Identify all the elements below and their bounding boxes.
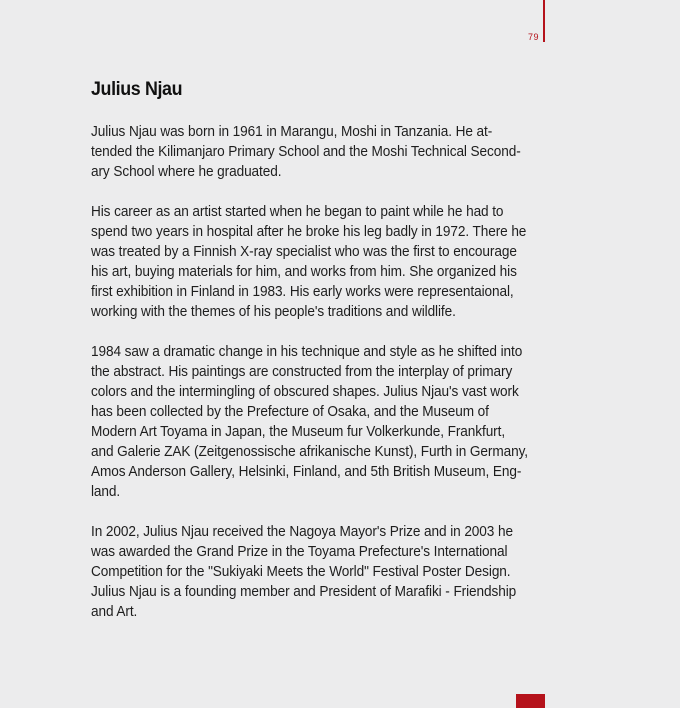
text-line: his art, buying materials for him, and works from him. She organized his (91, 264, 517, 280)
article-body (91, 122, 581, 642)
text-line: was awarded the Grand Prize in the Toyama Prefecture's International (91, 544, 508, 560)
paragraph-awards (91, 522, 552, 622)
article-title: Julius Njau (91, 79, 183, 100)
paragraph-career (91, 202, 552, 322)
text-line: In 2002, Julius Njau received the Nagoya Mayor's Prize and in 2003 he (91, 524, 513, 540)
footer-accent-block (516, 694, 545, 708)
text-line: Modern Art Toyama in Japan, the Museum fur Volkerkunde, Frankfurt, (91, 424, 506, 440)
header-rule (543, 0, 545, 42)
text-line: Competition for the "Sukiyaki Meets the World" Festival Poster Design. (91, 564, 511, 580)
text-line: was treated by a Finnish X-ray specialist who was the first to encourage (91, 244, 517, 260)
text-line: spend two years in hospital after he broke his leg badly in 1972. There he (91, 224, 527, 240)
text-line: Julius Njau was born in 1961 in Marangu, Moshi in Tanzania. He at- (91, 124, 493, 140)
text-line: His career as an artist started when he began to paint while he had to (91, 204, 504, 220)
text-line: colors and the intermingling of obscured shapes. Julius Njau's vast work (91, 384, 519, 400)
text-line: tended the Kilimanjaro Primary School and the Moshi Technical Second- (91, 144, 521, 160)
text-line: and Art. (91, 604, 138, 620)
text-line: Amos Anderson Gallery, Helsinki, Finland, and 5th British Museum, Eng- (91, 464, 522, 480)
text-line: 1984 saw a dramatic change in his technique and style as he shifted into (91, 344, 523, 360)
text-line: first exhibition in Finland in 1983. His early works were representaional, (91, 284, 514, 300)
text-line: land. (91, 484, 121, 500)
text-line: Julius Njau is a founding member and President of Marafiki - Friendship (91, 584, 517, 600)
text-line: ary School where he graduated. (91, 164, 282, 180)
text-line: and Galerie ZAK (Zeitgenossische afrikanische Kunst), Furth in Germany, (91, 444, 528, 460)
paragraph-early-life (91, 122, 552, 182)
text-line: working with the themes of his people's traditions and wildlife. (91, 304, 456, 320)
paragraph-style-collections (91, 342, 552, 502)
text-line: the abstract. His paintings are constructed from the interplay of primary (91, 364, 513, 380)
page-number: 79 (527, 32, 539, 42)
text-line: has been collected by the Prefecture of Osaka, and the Museum of (91, 404, 489, 420)
